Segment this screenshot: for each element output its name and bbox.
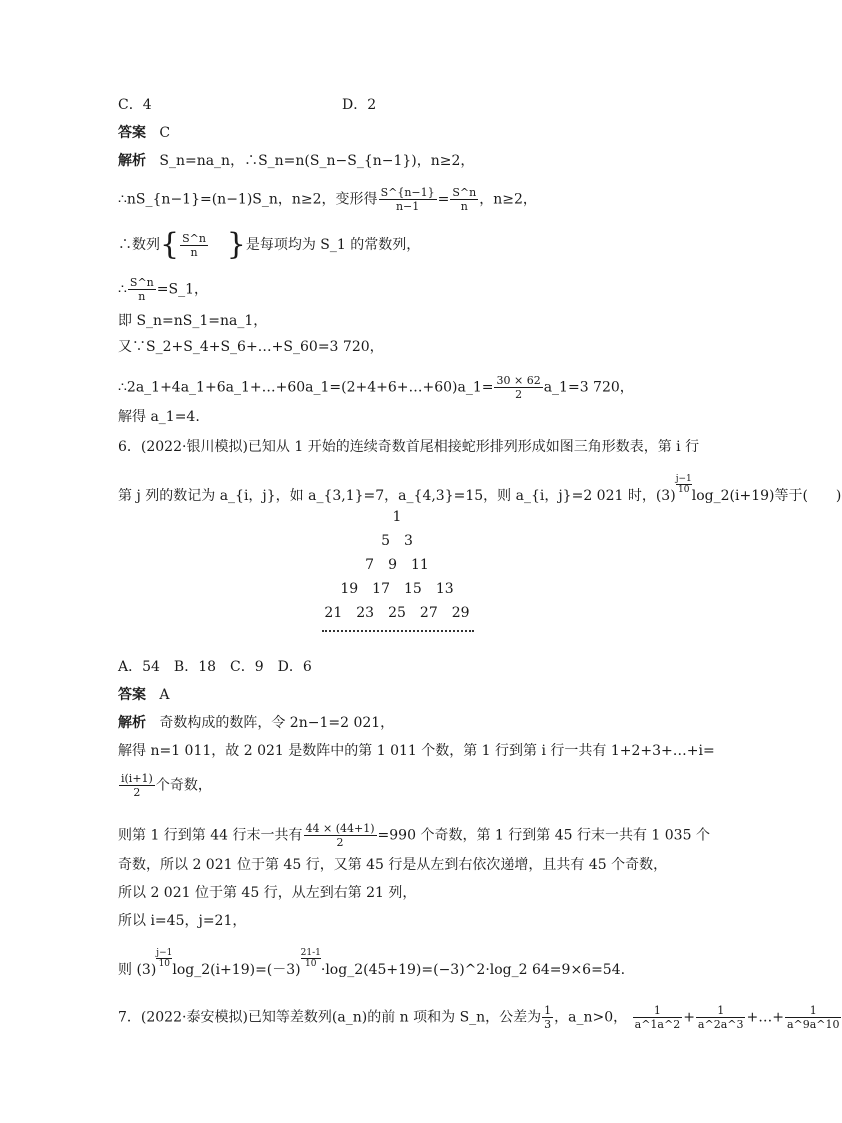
stem-text: ，a_n>0， <box>554 1009 628 1026</box>
fraction-numerator: j−1 <box>156 948 173 958</box>
analysis-text: =990 个奇数，第 1 行到第 45 行末一共有 1 035 个 <box>377 827 710 844</box>
fraction-denominator: a^2a^3 <box>697 1018 744 1031</box>
analysis-text: 是每项均为 S_1 的常数列， <box>245 237 421 253</box>
analysis-text: log_2(i+19)=(－3) <box>172 962 301 978</box>
analysis-line-3 <box>118 772 212 799</box>
fraction <box>450 186 478 213</box>
analysis-line-4: ∴ $\frac{S\^{}n}{n}$ =S_1， <box>118 276 208 303</box>
fraction-denominator: 10 <box>305 959 317 969</box>
fraction-numerator: 21-1 <box>300 948 321 958</box>
fraction-numerator: 1 <box>696 1004 746 1018</box>
answer-label: 答案 <box>118 125 146 141</box>
fraction-denominator: a^9a^10 <box>786 1018 840 1031</box>
fraction-numerator: i(i+1) <box>121 772 153 785</box>
fraction <box>696 1004 746 1031</box>
triangle-cell: 1 <box>392 509 402 525</box>
fraction-denominator: n <box>190 245 198 259</box>
stem-text: 7．(2022·泰安模拟)已知等差数列(a_n)的前 n 项和为 S_n，公差为 <box>118 1009 542 1026</box>
analysis-text: S_n=na_n，∴S_n=n(S_n−S_{n−1})，n≥2， <box>159 153 475 169</box>
answer-value: A <box>159 687 170 703</box>
fraction <box>304 822 377 849</box>
fraction-denominator: a^1a^2 <box>634 1018 681 1031</box>
fraction-numerator: S^{n−1} <box>380 186 435 199</box>
fraction-denominator: 10 <box>158 959 171 969</box>
fraction <box>379 186 437 213</box>
analysis-label: 解析 <box>118 715 146 731</box>
stem-text: 第 j 列的数记为 a_{i，j}，如 a_{3,1}=7，a_{4,3}=15，则 a_{i，j}=2 021 时，(3) <box>118 488 676 504</box>
fraction-denominator: 2 <box>515 388 523 401</box>
analysis-line-6: 又∵S_2+S_4+S_6+…+S_60=3 720， <box>118 339 384 355</box>
fraction <box>494 374 542 401</box>
triangle-cell: 29 <box>451 605 470 621</box>
analysis-text: 则 (3) <box>118 962 157 978</box>
triangle-cell: 9 <box>388 557 397 573</box>
analysis-line-7: 所以 i=45，j=21， <box>118 913 247 929</box>
analysis-line-7 <box>118 374 634 401</box>
fraction-denominator: 10 <box>677 485 690 495</box>
triangle-cell: 5 <box>381 533 390 549</box>
option-d: D．2 <box>342 97 377 113</box>
triangle-row-1 <box>0 508 794 526</box>
triangle-cell: 17 <box>372 581 390 597</box>
fraction <box>180 232 208 259</box>
triangle-cell: 15 <box>404 581 422 597</box>
fraction-denominator: n <box>460 200 468 213</box>
triangle-row-2 <box>0 532 794 550</box>
fraction-numerator: S^n <box>182 231 206 245</box>
plus-sign: + <box>683 1009 695 1026</box>
triangle-cell: 13 <box>435 581 454 597</box>
analysis-line-6: 所以 2 021 位于第 45 行，从左到右第 21 列， <box>118 885 417 901</box>
analysis-line-1 <box>118 152 474 170</box>
fraction-denominator: n−1 <box>395 200 420 213</box>
analysis-line-4 <box>118 822 710 849</box>
analysis-label: 解析 <box>118 153 146 169</box>
analysis-text: 个奇数， <box>155 777 212 794</box>
analysis-text: ∴nS_{n−1}=(n−1)S_n，n≥2，变形得 <box>118 191 378 208</box>
analysis-text: a_1=3 720， <box>543 379 634 396</box>
fraction-denominator: 3 <box>544 1018 552 1031</box>
triangle-row-4 <box>0 580 794 598</box>
question-6-options: A．54 B．18 C．9 D．6 <box>118 659 312 675</box>
question-7-stem <box>118 1004 842 1031</box>
triangle-cell: 7 <box>365 557 375 573</box>
analysis-text: 奇数构成的数阵，令 2n−1=2 021， <box>159 715 395 731</box>
right-brace-icon: } <box>226 227 246 262</box>
fraction-numerator: 44 × (44+1) <box>305 822 375 835</box>
continuation-dots <box>322 630 474 632</box>
answer-value: C <box>159 125 171 141</box>
fraction-numerator: 1 <box>544 1004 552 1017</box>
exponent-fraction <box>676 474 692 495</box>
analysis-line-8: 解得 a_1=4. <box>118 409 200 425</box>
triangle-row-5 <box>0 604 794 622</box>
triangle-cell: 21 <box>324 605 343 621</box>
exponent-fraction <box>301 948 321 969</box>
analysis-line-2: 解得 n=1 011，故 2 021 是数阵中的第 1 011 个数，第 1 行到第 i 行一共有 1+2+3+…+i= <box>118 743 715 759</box>
triangle-cell: 27 <box>419 605 438 621</box>
fraction-numerator: S^n <box>129 276 154 289</box>
ellipsis: +…+ <box>746 1009 784 1026</box>
fraction-numerator: 1 <box>633 1004 683 1018</box>
question-6-stem-1: 6．(2022·银川模拟)已知从 1 开始的连续奇数首尾相接蛇形排列形成如图三角形数表，第 i 行 <box>118 439 700 455</box>
analysis-text: =S_1， <box>156 281 208 298</box>
fraction-numerator: 1 <box>785 1004 842 1018</box>
left-brace-icon: { <box>160 227 180 262</box>
fraction-denominator: n <box>138 290 146 303</box>
triangle-cell: 3 <box>404 533 413 549</box>
answer-line <box>118 686 169 704</box>
fraction-denominator: 2 <box>133 786 141 799</box>
analysis-text: ∴2a_1+4a_1+6a_1+…+60a_1=(2+4+6+…+60)a_1= <box>118 379 494 396</box>
analysis-line-5: 奇数，所以 2 021 位于第 45 行，又第 45 行是从左到右依次递增，且共有 45 个奇数， <box>118 857 668 873</box>
stem-text: log_2(i+19)等于( ) <box>691 488 842 504</box>
analysis-text: ∴数列 <box>118 237 160 253</box>
triangle-cell: 11 <box>411 557 429 573</box>
fraction <box>633 1004 683 1031</box>
option-c: C．4 <box>118 97 152 113</box>
fraction <box>542 1004 553 1031</box>
triangle-row-3 <box>0 556 794 574</box>
triangle-cell: 19 <box>340 581 359 597</box>
analysis-line-8 <box>118 948 625 979</box>
analysis-line-5: 即 S_n=nS_1=na_1， <box>118 313 268 329</box>
analysis-line-3 <box>118 227 421 262</box>
answer-label: 答案 <box>118 687 146 703</box>
triangle-cell: 23 <box>356 605 375 621</box>
fraction-numerator: j−1 <box>675 474 692 484</box>
answer-line <box>118 124 170 142</box>
analysis-text: ·log_2(45+19)=(−3)^2·log_2 64=9×6=54. <box>320 962 626 978</box>
fraction-numerator: 30 × 62 <box>496 374 541 387</box>
exponent-fraction <box>156 948 172 969</box>
fraction <box>119 772 155 799</box>
fraction <box>128 276 156 303</box>
fraction-numerator: S^n <box>452 186 477 199</box>
fraction <box>785 1004 842 1031</box>
analysis-text: ，n≥2， <box>479 191 537 208</box>
analysis-line-2: ∴nS_{n−1}=(n−1)S_n，n≥2，变形得 $\frac{S\^{}\{n-1\}}{n-1}$ = $\frac{S\^{}n}{n}$ ，n≥2， <box>118 186 537 213</box>
fraction-denominator: 2 <box>336 836 344 849</box>
question-6-stem-2 <box>118 474 841 505</box>
triangle-cell: 25 <box>388 605 406 621</box>
analysis-text: 则第 1 行到第 44 行末一共有 <box>118 827 303 844</box>
analysis-line-1 <box>118 714 394 732</box>
